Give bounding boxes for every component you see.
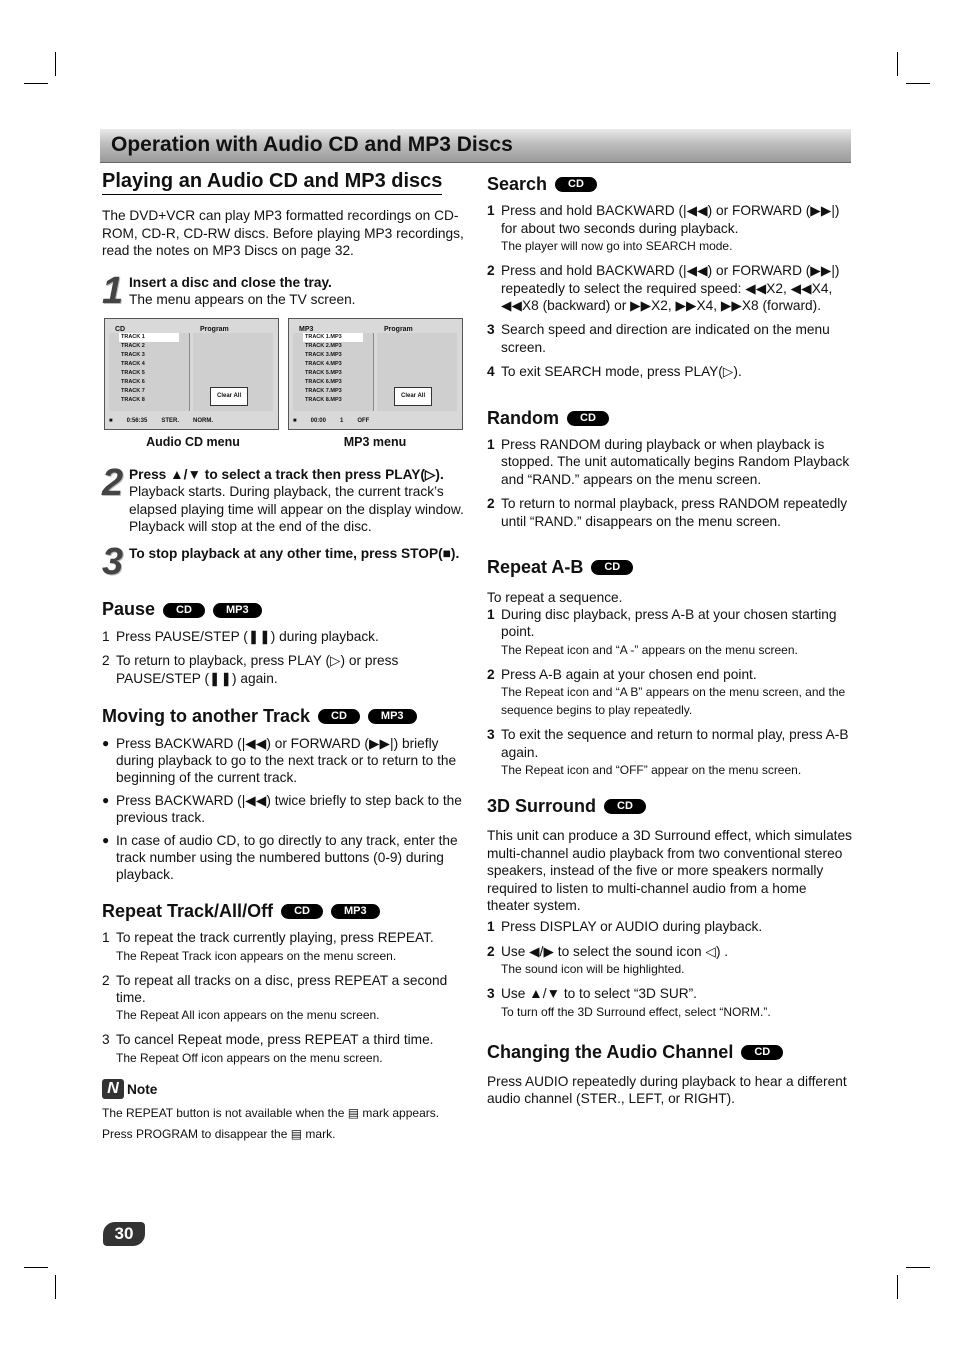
mp3-badge: MP3 bbox=[213, 603, 262, 618]
list-item bbox=[102, 652, 467, 687]
track-item[interactable]: TRACK 8.MP3 bbox=[305, 397, 342, 404]
audio-channel-text: Press AUDIO repeatedly during playback to hear a different audio channel (STER., LEFT, or RIGHT). bbox=[487, 1074, 847, 1107]
stop-icon: ■ bbox=[109, 417, 113, 424]
track-list bbox=[109, 333, 190, 411]
item-text: Press BACKWARD (|◀◀) twice briefly to step back to the previous track. bbox=[116, 792, 462, 826]
item-subtext: The Repeat Off icon appears on the menu screen. bbox=[116, 1050, 383, 1065]
section-banner bbox=[100, 129, 851, 163]
crop-mark bbox=[897, 52, 898, 76]
audio-cd-menu-screen bbox=[104, 318, 279, 430]
track-item[interactable]: TRACK 2.MP3 bbox=[305, 343, 342, 350]
list-item bbox=[487, 918, 852, 935]
item-text: Press A-B again at your chosen end point. bbox=[501, 666, 757, 682]
mp3-menu-screen bbox=[288, 318, 463, 430]
item-subtext: The Repeat icon and “OFF” appear on the menu screen. bbox=[501, 762, 802, 777]
item-text: To exit the sequence and return to normal play, press A-B again. bbox=[501, 727, 849, 760]
cd-badge: CD bbox=[741, 1045, 783, 1060]
item-subtext: The Repeat All icon appears on the menu screen. bbox=[116, 1008, 380, 1023]
step-title: Insert a disc and close the tray. bbox=[129, 274, 332, 290]
list-item bbox=[102, 929, 467, 964]
item-subtext: To turn off the 3D Surround effect, select “NORM.”. bbox=[501, 1004, 771, 1019]
item-text: During disc playback, press A-B at your chosen starting point. bbox=[501, 606, 837, 640]
step-body: Playback starts. During playback, the current track’s elapsed playing time will appear on the display window. Playback will stop at the end of the disc. bbox=[129, 484, 464, 535]
cd-badge: CD bbox=[567, 411, 609, 426]
clear-all-button[interactable]: Clear All bbox=[394, 387, 432, 406]
cd-badge: CD bbox=[163, 603, 205, 618]
cd-badge: CD bbox=[555, 177, 597, 192]
step-title: To stop playback at any other time, press STOP(■). bbox=[129, 546, 460, 562]
item-number: 2 bbox=[487, 943, 495, 959]
step-number: 3 bbox=[102, 541, 124, 584]
item-text: Press RANDOM during playback or when playback is stopped. The unit automatically begins Random Playback and “RAND.” appears on the menu screen. bbox=[501, 437, 850, 487]
item-text: To return to normal playback, press RANDOM repeatedly until “RAND.” disappears on the menu screen. bbox=[501, 496, 848, 529]
surround-heading bbox=[487, 795, 852, 816]
clear-all-button[interactable]: Clear All bbox=[210, 387, 248, 406]
section-title: Random bbox=[487, 407, 559, 428]
list-item bbox=[487, 363, 852, 380]
crop-mark bbox=[906, 1267, 930, 1268]
section-title: Search bbox=[487, 174, 548, 194]
left-column bbox=[102, 170, 467, 1145]
screen-title: MP3 bbox=[299, 326, 314, 334]
item-number: 3 bbox=[487, 986, 495, 1002]
item-number: 1 bbox=[487, 437, 495, 453]
audio-mode: STER. bbox=[161, 417, 179, 424]
random-heading bbox=[487, 407, 852, 428]
track-item[interactable]: TRACK 3.MP3 bbox=[305, 352, 342, 359]
pause-heading bbox=[102, 601, 467, 618]
track-item[interactable]: TRACK 2 bbox=[121, 343, 145, 350]
step-body: The menu appears on the TV screen. bbox=[129, 292, 356, 308]
crop-mark bbox=[55, 52, 56, 76]
intro-text: The DVD+VCR can play MP3 formatted recordings on CD-ROM, CD-R, CD-RW discs. Before playing MP3 recordings, read the notes on MP3 Discs on page 32. bbox=[102, 208, 464, 259]
section-title: Moving to another Track bbox=[102, 706, 311, 727]
track-item[interactable]: TRACK 5 bbox=[121, 370, 145, 377]
item-subtext: The sound icon will be highlighted. bbox=[501, 962, 685, 977]
menu-screens bbox=[104, 318, 467, 430]
item-text: Press BACKWARD (|◀◀) or FORWARD (▶▶|) briefly during playback to go to the next track or to return to the beginning of the current track. bbox=[116, 735, 457, 786]
item-number: 2 bbox=[487, 496, 495, 512]
list-item bbox=[487, 321, 852, 356]
item-text: To exit SEARCH mode, press PLAY(▷). bbox=[501, 364, 742, 380]
track-item[interactable]: TRACK 7 bbox=[121, 388, 145, 395]
note-label: Note bbox=[127, 1082, 158, 1098]
list-item bbox=[487, 726, 852, 779]
track-item[interactable]: TRACK 4.MP3 bbox=[305, 361, 342, 368]
item-text: Press PAUSE/STEP (❚❚) during playback. bbox=[116, 628, 379, 644]
item-text: To repeat all tracks on a disc, press REPEAT a second time. bbox=[116, 972, 448, 1005]
list-item bbox=[487, 606, 852, 659]
track-item[interactable]: TRACK 1.MP3 bbox=[303, 333, 363, 342]
crop-mark bbox=[55, 1275, 56, 1299]
sound-mode: OFF bbox=[357, 417, 370, 424]
list-item bbox=[487, 985, 852, 1020]
item-text: Search speed and direction are indicated on the menu screen. bbox=[501, 322, 830, 355]
item-number: 1 bbox=[487, 606, 495, 622]
elapsed-time: 0:56:35 bbox=[126, 417, 148, 424]
step-title: Press ▲/▼ to select a track then press PLAY(▷). bbox=[129, 466, 444, 482]
section-title: Changing the Audio Channel bbox=[487, 1041, 734, 1062]
section-title: Repeat Track/All/Off bbox=[102, 900, 274, 921]
item-number: 1 bbox=[487, 203, 495, 219]
right-column bbox=[487, 176, 852, 1108]
list-item bbox=[102, 832, 467, 884]
surround-intro: This unit can produce a 3D Surround effect, which simulates multi-channel audio playback from two conventional stereo speakers, instead of the five or more speakers normally required to listen to multi-channel audio from a home theater system. bbox=[487, 828, 852, 913]
list-item bbox=[487, 495, 852, 530]
page-number: 30 bbox=[103, 1222, 145, 1246]
item-number: 3 bbox=[102, 1032, 110, 1048]
sound-mode: NORM. bbox=[192, 417, 213, 424]
item-number: 2 bbox=[102, 972, 110, 988]
item-text: To cancel Repeat mode, press REPEAT a third time. bbox=[116, 1032, 434, 1048]
section-title: 3D Surround bbox=[487, 795, 597, 816]
list-item bbox=[487, 202, 852, 255]
item-subtext: The Repeat icon and “A -” appears on the menu screen. bbox=[501, 642, 798, 657]
repeat-ab-heading bbox=[487, 559, 852, 576]
moving-heading bbox=[102, 708, 467, 725]
track-item[interactable]: TRACK 1 bbox=[119, 333, 179, 342]
banner-title: Operation with Audio CD and MP3 Discs bbox=[111, 133, 513, 156]
mp3-badge: MP3 bbox=[331, 904, 380, 919]
step-1 bbox=[102, 269, 467, 312]
list-item bbox=[102, 1031, 467, 1066]
item-text: To repeat the track currently playing, press REPEAT. bbox=[116, 930, 434, 946]
step-number: 2 bbox=[102, 461, 124, 504]
list-item bbox=[487, 262, 852, 314]
crop-mark bbox=[897, 1275, 898, 1299]
item-text: Press and hold BACKWARD (|◀◀) or FORWARD (▶▶|) for about two seconds during playback. bbox=[501, 203, 840, 236]
repeat-heading bbox=[102, 900, 467, 921]
caption-mp3: MP3 menu bbox=[343, 435, 407, 450]
list-item bbox=[487, 436, 852, 488]
item-text: Press and hold BACKWARD (|◀◀) or FORWARD (▶▶|) repeatedly to select the required speed: ◀◀X2, ◀◀X4, ◀◀X8 (backward) or ▶▶X2, ▶▶X4, ▶▶X8 (forward). bbox=[501, 263, 840, 314]
item-number: 1 bbox=[487, 919, 495, 935]
track-item[interactable]: TRACK 5.MP3 bbox=[305, 370, 342, 377]
item-subtext: The Repeat icon and “A B” appears on the menu screen, and the sequence begins to play repeatedly. bbox=[501, 685, 846, 718]
track-item[interactable]: TRACK 6.MP3 bbox=[305, 379, 342, 386]
bullet-icon: ● bbox=[102, 832, 110, 847]
list-item bbox=[102, 792, 467, 827]
crop-mark bbox=[906, 83, 930, 84]
step-number: 1 bbox=[102, 269, 124, 312]
bullet-icon: ● bbox=[102, 792, 110, 807]
track-item[interactable]: TRACK 8 bbox=[121, 397, 145, 404]
note-text: The REPEAT button is not available when the ▤ mark appears. Press PROGRAM to disappear the ▤ mark. bbox=[102, 1105, 440, 1141]
item-subtext: The player will now go into SEARCH mode. bbox=[501, 239, 733, 254]
track-item[interactable]: TRACK 7.MP3 bbox=[305, 388, 342, 395]
item-number: 2 bbox=[487, 263, 495, 279]
screen-program-label: Program bbox=[384, 326, 413, 334]
item-number: 4 bbox=[487, 364, 495, 380]
stop-icon: ■ bbox=[293, 417, 297, 424]
cd-badge: CD bbox=[281, 904, 323, 919]
item-number: 3 bbox=[487, 322, 495, 338]
item-text: To return to playback, press PLAY (▷) or press PAUSE/STEP (❚❚) again. bbox=[116, 653, 399, 686]
mp3-badge: MP3 bbox=[368, 709, 417, 724]
section-title: Repeat A-B bbox=[487, 557, 584, 578]
page-heading: Playing an Audio CD and MP3 discs bbox=[102, 173, 442, 195]
status-bar bbox=[109, 416, 274, 426]
item-number: 2 bbox=[487, 666, 495, 682]
cd-badge: CD bbox=[604, 799, 646, 814]
item-text: Use ◀/▶ to select the sound icon ◁) . bbox=[501, 943, 729, 959]
note-icon: N bbox=[102, 1079, 124, 1099]
crop-mark bbox=[24, 83, 48, 84]
note-block bbox=[102, 1079, 467, 1145]
repeat-ab-intro: To repeat a sequence. bbox=[487, 589, 623, 605]
track-item[interactable]: TRACK 6 bbox=[121, 379, 145, 386]
step-2 bbox=[102, 461, 467, 536]
program-list bbox=[193, 333, 273, 411]
item-text: In case of audio CD, to go directly to any track, enter the track number using the numbered buttons (0-9) during playback. bbox=[116, 832, 458, 883]
search-heading bbox=[487, 176, 852, 193]
list-item bbox=[102, 972, 467, 1025]
program-list bbox=[377, 333, 457, 411]
track-item[interactable]: TRACK 3 bbox=[121, 352, 145, 359]
list-item bbox=[102, 735, 467, 787]
screen-program-label: Program bbox=[200, 326, 229, 334]
screen-captions bbox=[102, 434, 467, 451]
item-text: Use ▲/▼ to to select “3D SUR”. bbox=[501, 986, 697, 1002]
step-3 bbox=[102, 541, 467, 584]
crop-mark bbox=[24, 1267, 48, 1268]
list-item bbox=[102, 628, 467, 645]
track-count: 1 bbox=[339, 417, 344, 424]
list-item bbox=[487, 666, 852, 719]
item-number: 1 bbox=[102, 930, 110, 946]
track-list bbox=[293, 333, 374, 411]
cd-badge: CD bbox=[318, 709, 360, 724]
track-item[interactable]: TRACK 4 bbox=[121, 361, 145, 368]
elapsed-time: 00:00 bbox=[310, 417, 326, 424]
list-item bbox=[487, 943, 852, 978]
audio-channel-heading bbox=[487, 1041, 852, 1062]
bullet-icon: ● bbox=[102, 735, 110, 750]
cd-badge: CD bbox=[591, 560, 633, 575]
item-subtext: The Repeat Track icon appears on the menu screen. bbox=[116, 948, 397, 963]
status-bar bbox=[293, 416, 458, 426]
screen-title: CD bbox=[115, 326, 126, 334]
item-number: 2 bbox=[102, 653, 110, 669]
item-text: Press DISPLAY or AUDIO during playback. bbox=[501, 919, 763, 935]
caption-audio-cd: Audio CD menu bbox=[146, 435, 240, 450]
item-number: 3 bbox=[487, 727, 495, 743]
item-number: 1 bbox=[102, 628, 110, 644]
section-title: Pause bbox=[102, 599, 156, 620]
